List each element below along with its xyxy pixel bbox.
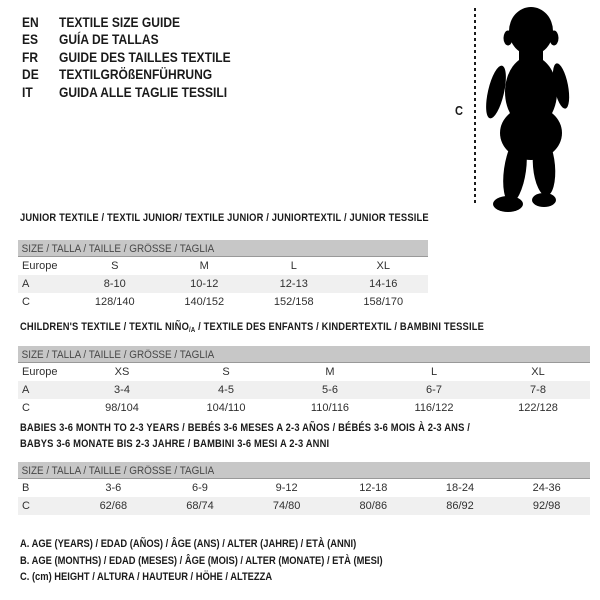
table-row	[18, 293, 428, 311]
size-cell: 4-5	[218, 384, 234, 396]
size-cell: 62/68	[99, 500, 128, 512]
size-cell: 6-9	[192, 482, 208, 494]
size-cell: L	[290, 260, 297, 272]
size-cell: 3-6	[105, 482, 122, 494]
size-header-bar	[18, 346, 590, 363]
height-measure-label: C	[455, 103, 463, 118]
table-row	[18, 275, 428, 293]
size-table-children	[18, 346, 590, 417]
size-cell: 140/152	[184, 296, 225, 308]
lang-row-it	[22, 83, 231, 101]
size-cell: 7-8	[530, 384, 546, 396]
junior-section-title: JUNIOR TEXTILE / TEXTIL JUNIOR/ TEXTILE JUNIOR / JUNIORTEXTIL / JUNIOR TESSILE	[20, 212, 429, 224]
lang-code: ES	[22, 31, 39, 48]
lang-label: GUIDA ALLE TAGLIE TESSILI	[58, 83, 228, 100]
size-cell: S	[222, 366, 230, 378]
size-cell: 128/140	[94, 296, 135, 308]
size-header-label: SIZE / TALLA / TAILLE / GRÖSSE / TAGLIA	[21, 465, 215, 477]
row-label: C	[22, 500, 30, 512]
size-header-label: SIZE / TALLA / TAILLE / GRÖSSE / TAGLIA	[21, 243, 215, 255]
size-cell: 104/110	[206, 402, 246, 414]
size-cell: 3-4	[114, 384, 130, 396]
size-cell: 152/158	[273, 296, 314, 308]
size-cell: XL	[376, 260, 390, 272]
lang-label: GUIDE DES TAILLES TEXTILE	[58, 48, 231, 65]
lang-row-de	[22, 66, 231, 84]
children-title-sub: /A	[189, 327, 196, 334]
size-cell: 158/170	[363, 296, 404, 308]
size-cell: 80/86	[359, 500, 388, 512]
row-label: C	[22, 402, 30, 414]
legend-line-c: C. (cm) HEIGHT / ALTURA / HAUTEUR / HÖHE / ALTEZZA	[20, 571, 273, 583]
row-label: Europe	[22, 366, 58, 378]
legend-line-a: A. AGE (YEARS) / EDAD (AÑOS) / ÂGE (ANS) / ALTER (JAHRE) / ETÀ (ANNI)	[20, 538, 357, 550]
children-section-title	[20, 321, 484, 334]
babies-section-title	[20, 421, 470, 452]
row-label: Europe	[22, 260, 58, 272]
size-cell: 92/98	[532, 500, 561, 512]
size-cell: XL	[531, 366, 545, 378]
lang-code: FR	[22, 48, 39, 65]
row-label: C	[22, 296, 30, 308]
measurement-legend	[20, 536, 447, 586]
size-cell: 68/74	[186, 500, 214, 512]
row-label: A	[22, 278, 30, 290]
children-title-before: CHILDREN'S TEXTILE / TEXTIL NIÑO	[20, 321, 190, 333]
row-label: B	[22, 482, 30, 494]
baby-silhouette	[482, 6, 578, 214]
legend-line-b: B. AGE (MONTHS) / EDAD (MESES) / ÂGE (MOIS) / ALTER (MONATE) / ETÀ (MESI)	[20, 554, 383, 567]
lang-code: EN	[22, 13, 39, 30]
lang-row-fr	[22, 48, 231, 66]
size-cell: 86/92	[446, 500, 474, 512]
babies-title-line-2: BABYS 3-6 MONATE BIS 2-3 JAHRE / BAMBINI 3-6 MESI A 2-3 ANNI	[20, 437, 330, 450]
lang-label: GUÍA DE TALLAS	[58, 31, 159, 48]
children-title-after: / TEXTILE DES ENFANTS / KINDERTEXTIL / BAMBINI TESSILE	[195, 321, 485, 333]
table-row	[18, 399, 590, 417]
size-cell: 18-24	[445, 482, 475, 494]
size-cell: 110/116	[310, 402, 350, 414]
size-cell: M	[199, 260, 209, 272]
size-cell: 98/104	[105, 402, 139, 414]
table-row	[18, 363, 590, 381]
size-cell: XS	[114, 366, 130, 378]
size-cell: M	[325, 366, 335, 378]
size-header-label: SIZE / TALLA / TAILLE / GRÖSSE / TAGLIA	[21, 349, 215, 361]
size-cell: S	[111, 260, 119, 272]
language-title-list	[22, 13, 265, 101]
size-cell: 74/80	[272, 500, 301, 512]
lang-row-es	[22, 31, 231, 49]
table-row	[18, 479, 590, 497]
table-row	[18, 257, 428, 275]
size-cell: 10-12	[190, 278, 219, 290]
babies-title-line-1: BABIES 3-6 MONTH TO 2-3 YEARS / BEBÉS 3-6 MESES A 2-3 AÑOS / BÉBÉS 3-6 MOIS À 2-3 ANS /	[20, 422, 471, 434]
size-table-junior	[18, 240, 428, 311]
size-cell: 12-18	[359, 482, 388, 494]
size-cell: 8-10	[103, 278, 126, 290]
size-cell: 12-13	[279, 278, 308, 290]
size-cell: 24-36	[532, 482, 561, 494]
size-cell: 5-6	[322, 384, 338, 396]
size-header-bar	[18, 462, 590, 479]
lang-row-en	[22, 13, 231, 31]
lang-code: IT	[22, 83, 33, 100]
size-cell: 9-12	[275, 482, 298, 494]
size-cell: L	[430, 366, 438, 378]
height-measure-dashed-line	[474, 8, 476, 206]
lang-code: DE	[22, 66, 39, 83]
size-table-babies	[18, 462, 590, 515]
row-label: A	[22, 384, 30, 396]
table-row	[18, 497, 590, 515]
lang-label: TEXTILE SIZE GUIDE	[58, 13, 181, 30]
size-cell: 6-7	[426, 384, 442, 396]
size-cell: 122/128	[518, 402, 558, 414]
size-cell: 116/122	[414, 402, 454, 414]
size-header-bar	[18, 240, 428, 257]
lang-label: TEXTILGRÖßENFÜHRUNG	[58, 66, 213, 83]
table-row	[18, 381, 590, 399]
size-cell: 14-16	[369, 278, 398, 290]
